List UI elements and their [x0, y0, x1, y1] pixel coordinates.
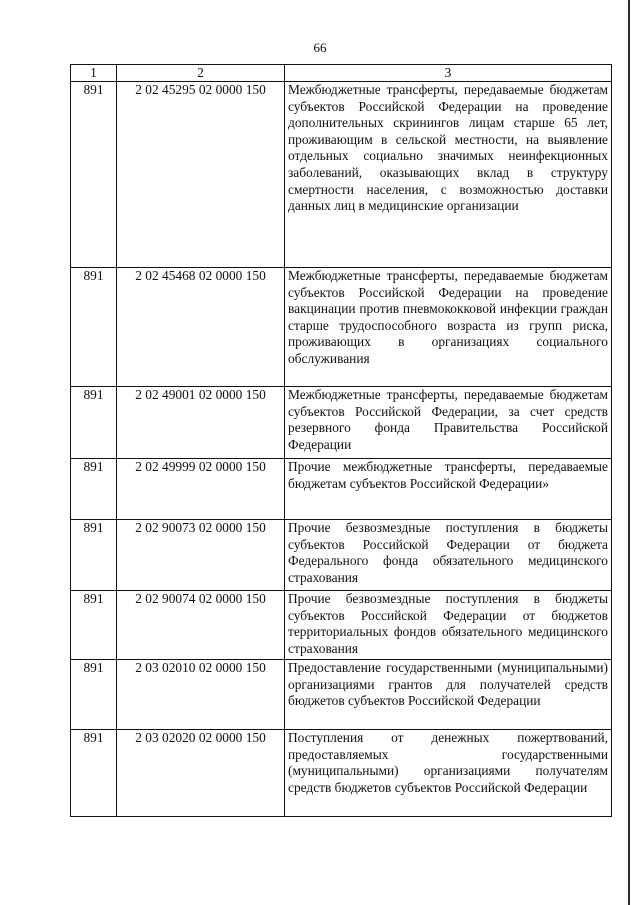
table-row [71, 387, 612, 459]
revenue-name-cell: Поступления от денежных пожертвований, предоставляемых государственными (муниципальными) организациями получателям средств бюджетов субъектов Российской Федерации [285, 730, 612, 817]
revenue-code-cell: 2 02 49001 02 0000 150 [117, 387, 285, 459]
revenue-name-cell: Предоставление государственными (муниципальными) организациями грантов для получателей средств бюджетов субъектов Российской Федерации [285, 660, 612, 730]
revenue-code-cell: 2 02 90073 02 0000 150 [117, 520, 285, 591]
admin-code-cell: 891 [71, 730, 117, 817]
revenue-name-cell: Прочие безвозмездные поступления в бюджеты субъектов Российской Федерации от бюджета Федерального фонда обязательного медицинского страхования [285, 520, 612, 591]
table-row [71, 730, 612, 817]
revenue-code-cell: 2 02 45295 02 0000 150 [117, 82, 285, 268]
revenue-name-cell: Межбюджетные трансферты, передаваемые бюджетам субъектов Российской Федерации на проведение вакцинации против пневмококковой инфекции граждан старше трудоспособного возраста из групп риска, проживающих в организациях социального обслуживания [285, 268, 612, 387]
revenue-code-cell: 2 02 49999 02 0000 150 [117, 459, 285, 520]
header-col-1: 1 [71, 65, 117, 82]
admin-code-cell: 891 [71, 82, 117, 268]
budget-classification-table [70, 64, 612, 817]
admin-code-cell: 891 [71, 268, 117, 387]
header-col-2: 2 [117, 65, 285, 82]
page-number: 66 [313, 40, 327, 55]
admin-code-cell: 891 [71, 459, 117, 520]
admin-code-cell: 891 [71, 520, 117, 591]
revenue-code-cell: 2 03 02010 02 0000 150 [117, 660, 285, 730]
revenue-name-cell: Прочие безвозмездные поступления в бюджеты субъектов Российской Федерации от бюджетов территориальных фондов обязательного медицинского страхования [285, 591, 612, 660]
table-row [71, 268, 612, 387]
table-row [71, 660, 612, 730]
revenue-name-cell: Прочие межбюджетные трансферты, передаваемые бюджетам субъектов Российской Федерации» [285, 459, 612, 520]
revenue-code-cell: 2 02 45468 02 0000 150 [117, 268, 285, 387]
scan-edge-line [628, 0, 630, 905]
table-row [71, 459, 612, 520]
revenue-name-cell: Межбюджетные трансферты, передаваемые бюджетам субъектов Российской Федерации на проведение дополнительных скринингов лицам старше 65 лет, проживающим в сельской местности, на выявление отдельных социально значимых неинфекционных заболеваний, оказывающих вклад в структуру смертности населения, с возможностью доставки данных лиц в медицинские организации [285, 82, 612, 268]
table-row [71, 82, 612, 268]
revenue-code-cell: 2 03 02020 02 0000 150 [117, 730, 285, 817]
revenue-name-cell: Межбюджетные трансферты, передаваемые бюджетам субъектов Российской Федерации, за счет средств резервного фонда Правительства Российской Федерации [285, 387, 612, 459]
table-row [71, 591, 612, 660]
admin-code-cell: 891 [71, 660, 117, 730]
table-row [71, 520, 612, 591]
header-col-3: 3 [285, 65, 612, 82]
admin-code-cell: 891 [71, 387, 117, 459]
admin-code-cell: 891 [71, 591, 117, 660]
header-row [71, 65, 612, 82]
revenue-code-cell: 2 02 90074 02 0000 150 [117, 591, 285, 660]
